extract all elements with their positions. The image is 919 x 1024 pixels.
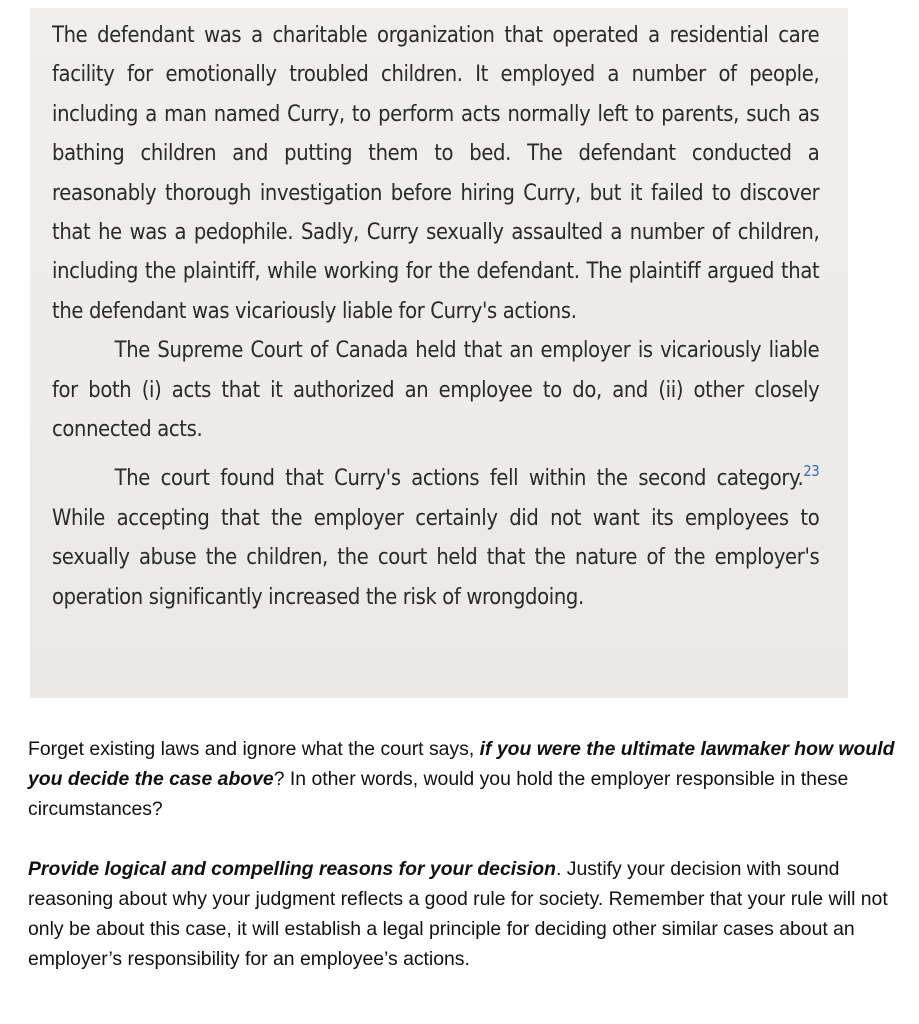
prompt-emphasis-lawmaker: if you were the ultimate lawmaker how would you decide the case above — [28, 738, 895, 790]
prompt-intro-text: Forget existing laws and ignore what the court says, — [28, 738, 480, 760]
prompt-emphasis-reasons: Provide logical and compelling reasons for your decision — [28, 858, 556, 880]
excerpt-paragraph-facts: The defendant was a charitable organization that operated a residential care facility for emotionally troubled children. It employed a number of people, including a man named Curry, to perform acts normally left to parents, such as bathing children and putting them to bed. The defendant conducted a reasonably thorough investigation before hiring Curry, but it failed to discover that he was a pedophile. Sadly, Curry sexually assaulted a number of children, including the plaintiff, while working for the defendant. The plaintiff argued that the defendant was vicariously liable for Curry's actions. — [52, 22, 820, 324]
excerpt-paragraph-holding: The Supreme Court of Canada held that an employer is vicariously liable for both (i) acts that it authorized an employee to do, and (ii) other closely connected acts. — [52, 337, 820, 443]
prompt-paragraph-reasons — [28, 854, 914, 974]
reasoning-text-start: The court found that Curry's actions fell within the second category. — [114, 465, 804, 492]
prompt-paragraph-decision — [28, 734, 914, 824]
prompt-reasons-text: . Justify your decision with sound reasoning about why your judgment reflects a good rule for society. Remember that your rule will not only be about this case, it will establish a legal principle for deciding other similar cases about an employer’s responsibility for an employee’s actions. — [28, 858, 888, 970]
assignment-prompt — [28, 734, 914, 974]
footnote-reference: 23 — [803, 462, 820, 481]
prompt-rest-text: ? In other words, would you hold the employer responsible in these circumstances? — [28, 768, 849, 820]
excerpt-paragraph-reasoning — [52, 459, 819, 617]
scanned-excerpt — [52, 16, 819, 617]
reasoning-text-end: While accepting that the employer certainly did not want its employees to sexually abuse the children, the court held that the nature of the employer's operation significantly increased the risk of wrongdoing. — [52, 504, 820, 610]
